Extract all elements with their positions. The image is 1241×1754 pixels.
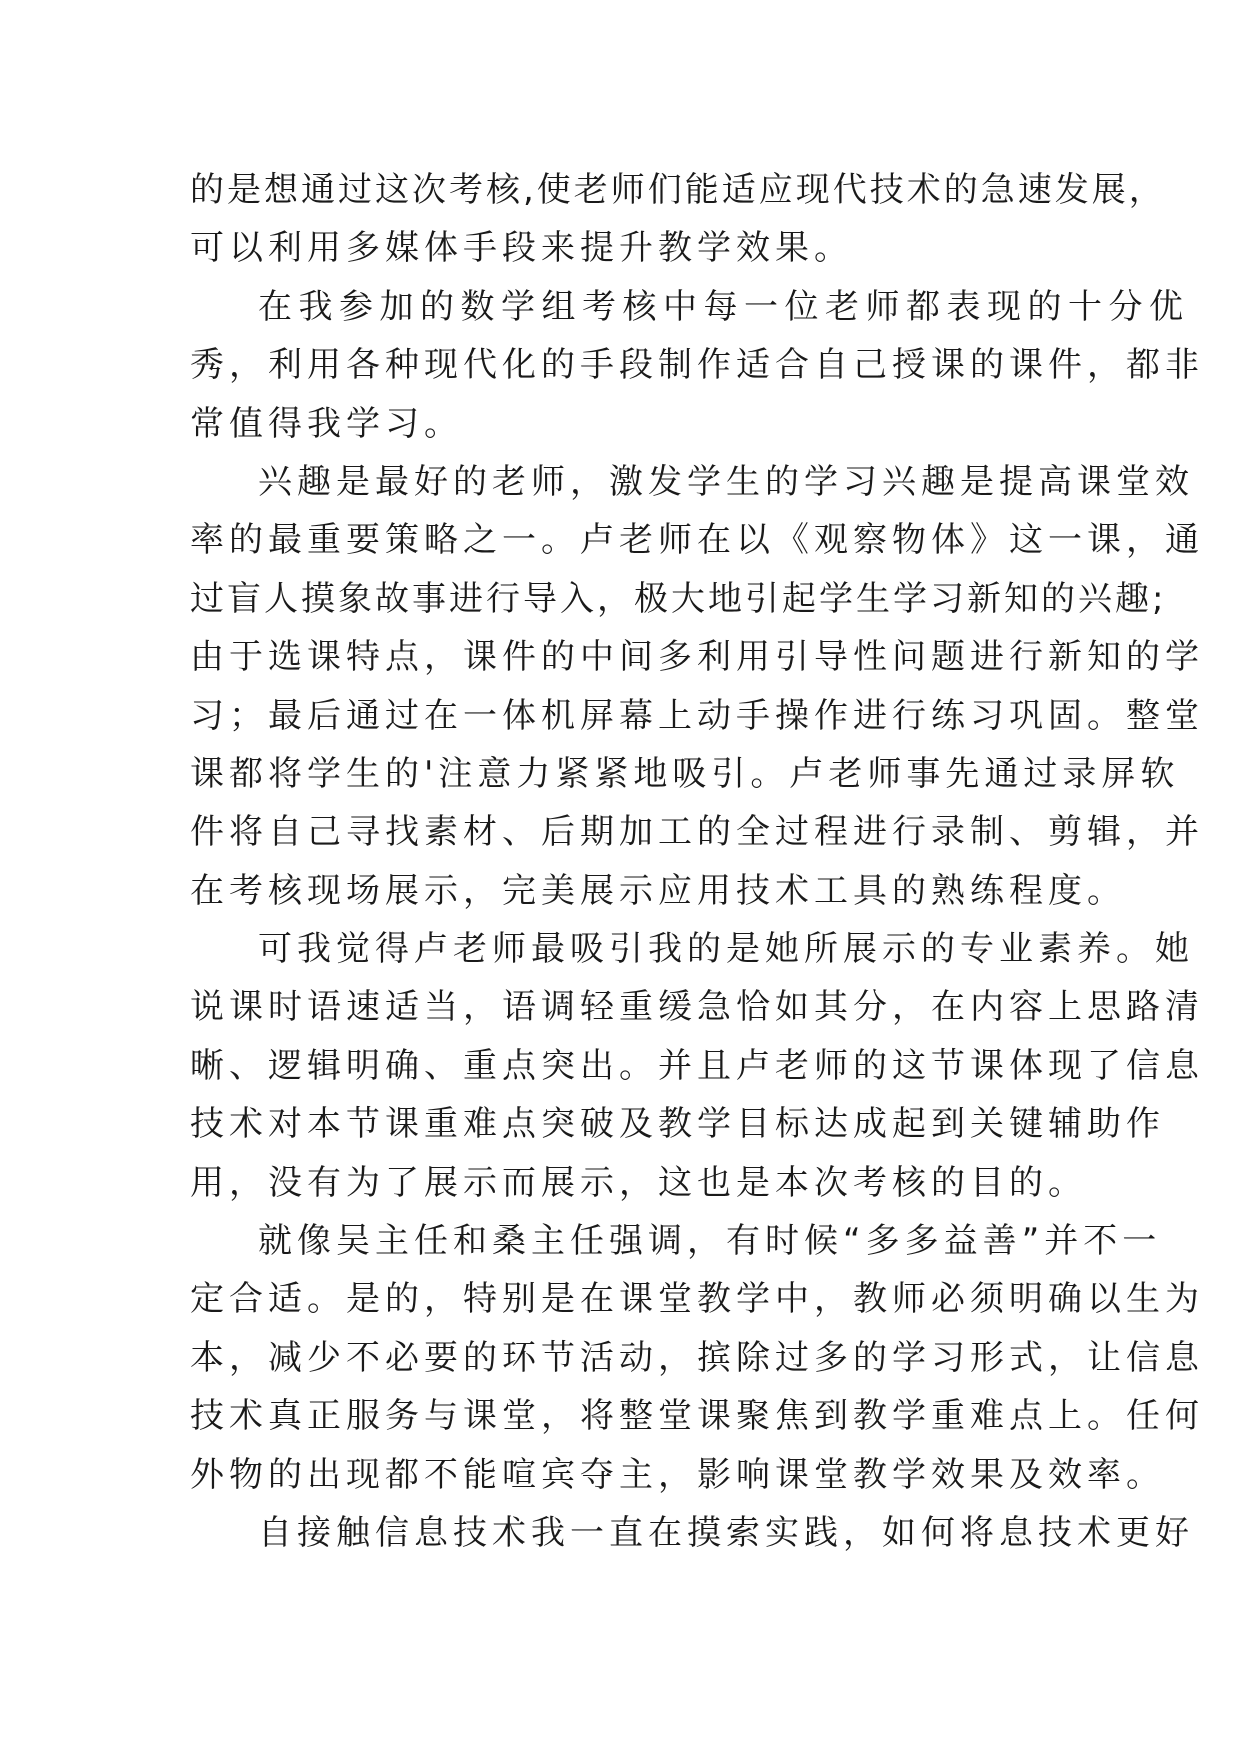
paragraph-start-line: 可我觉得卢老师最吸引我的是她所展示的专业素养。她 <box>258 929 1194 970</box>
text-line: 的是想通过这次考核,使老师们能适应现代技术的急速发展， <box>190 170 1166 210</box>
body-text <box>190 161 1204 1562</box>
text-line: 在考核现场展示，完美展示应用技术工具的熟练程度。 <box>190 870 1126 911</box>
text-line: 习；最后通过在一体机屏幕上动手操作进行练习巩固。整堂 <box>190 695 1204 736</box>
paragraph-start-line: 兴趣是最好的老师，激发学生的学习兴趣是提高课堂效 <box>258 461 1194 502</box>
paragraph-start-line: 就像吴主任和桑主任强调，有时候“多多益善”并不一 <box>258 1221 1162 1262</box>
text-line: 件将自己寻找素材、后期加工的全过程进行录制、剪辑，并 <box>190 812 1204 853</box>
paragraph-start-line: 自接触信息技术我一直在摸索实践，如何将息技术更好 <box>258 1512 1194 1553</box>
text-line: 技术真正服务与课堂，将整堂课聚焦到教学重难点上。任何 <box>190 1396 1204 1437</box>
paragraph-start-line: 在我参加的数学组考核中每一位老师都表现的十分优 <box>258 286 1190 327</box>
text-line: 过盲人摸象故事进行导入，极大地引起学生学习新知的兴趣; <box>190 578 1167 619</box>
text-line: 由于选课特点，课件的中间多利用引导性问题进行新知的学 <box>190 637 1204 678</box>
text-line: 可以利用多媒体手段来提升教学效果。 <box>190 228 853 269</box>
text-line: 用，没有为了展示而展示，这也是本次考核的目的。 <box>190 1162 1087 1203</box>
text-line: 课都将学生的'注意力紧紧地吸引。卢老师事先通过录屏软 <box>190 753 1180 794</box>
text-line: 常值得我学习。 <box>190 403 463 444</box>
text-line: 外物的出现都不能喧宾夺主，影响课堂教学效果及效率。 <box>190 1454 1165 1495</box>
text-line: 晰、逻辑明确、重点突出。并且卢老师的这节课体现了信息 <box>190 1045 1204 1086</box>
text-line: 说课时语速适当，语调轻重缓急恰如其分，在内容上思路清 <box>190 987 1204 1028</box>
text-line: 定合适。是的，特别是在课堂教学中，教师必须明确以生为 <box>190 1279 1204 1320</box>
text-line: 秀，利用各种现代化的手段制作适合自己授课的课件，都非 <box>190 345 1204 386</box>
text-line: 技术对本节课重难点突破及教学目标达成起到关键辅助作 <box>190 1104 1165 1145</box>
text-line: 本，减少不必要的环节活动，摈除过多的学习形式，让信息 <box>190 1337 1204 1378</box>
text-line: 率的最重要策略之一。卢老师在以《观察物体》这一课，通 <box>190 520 1204 561</box>
